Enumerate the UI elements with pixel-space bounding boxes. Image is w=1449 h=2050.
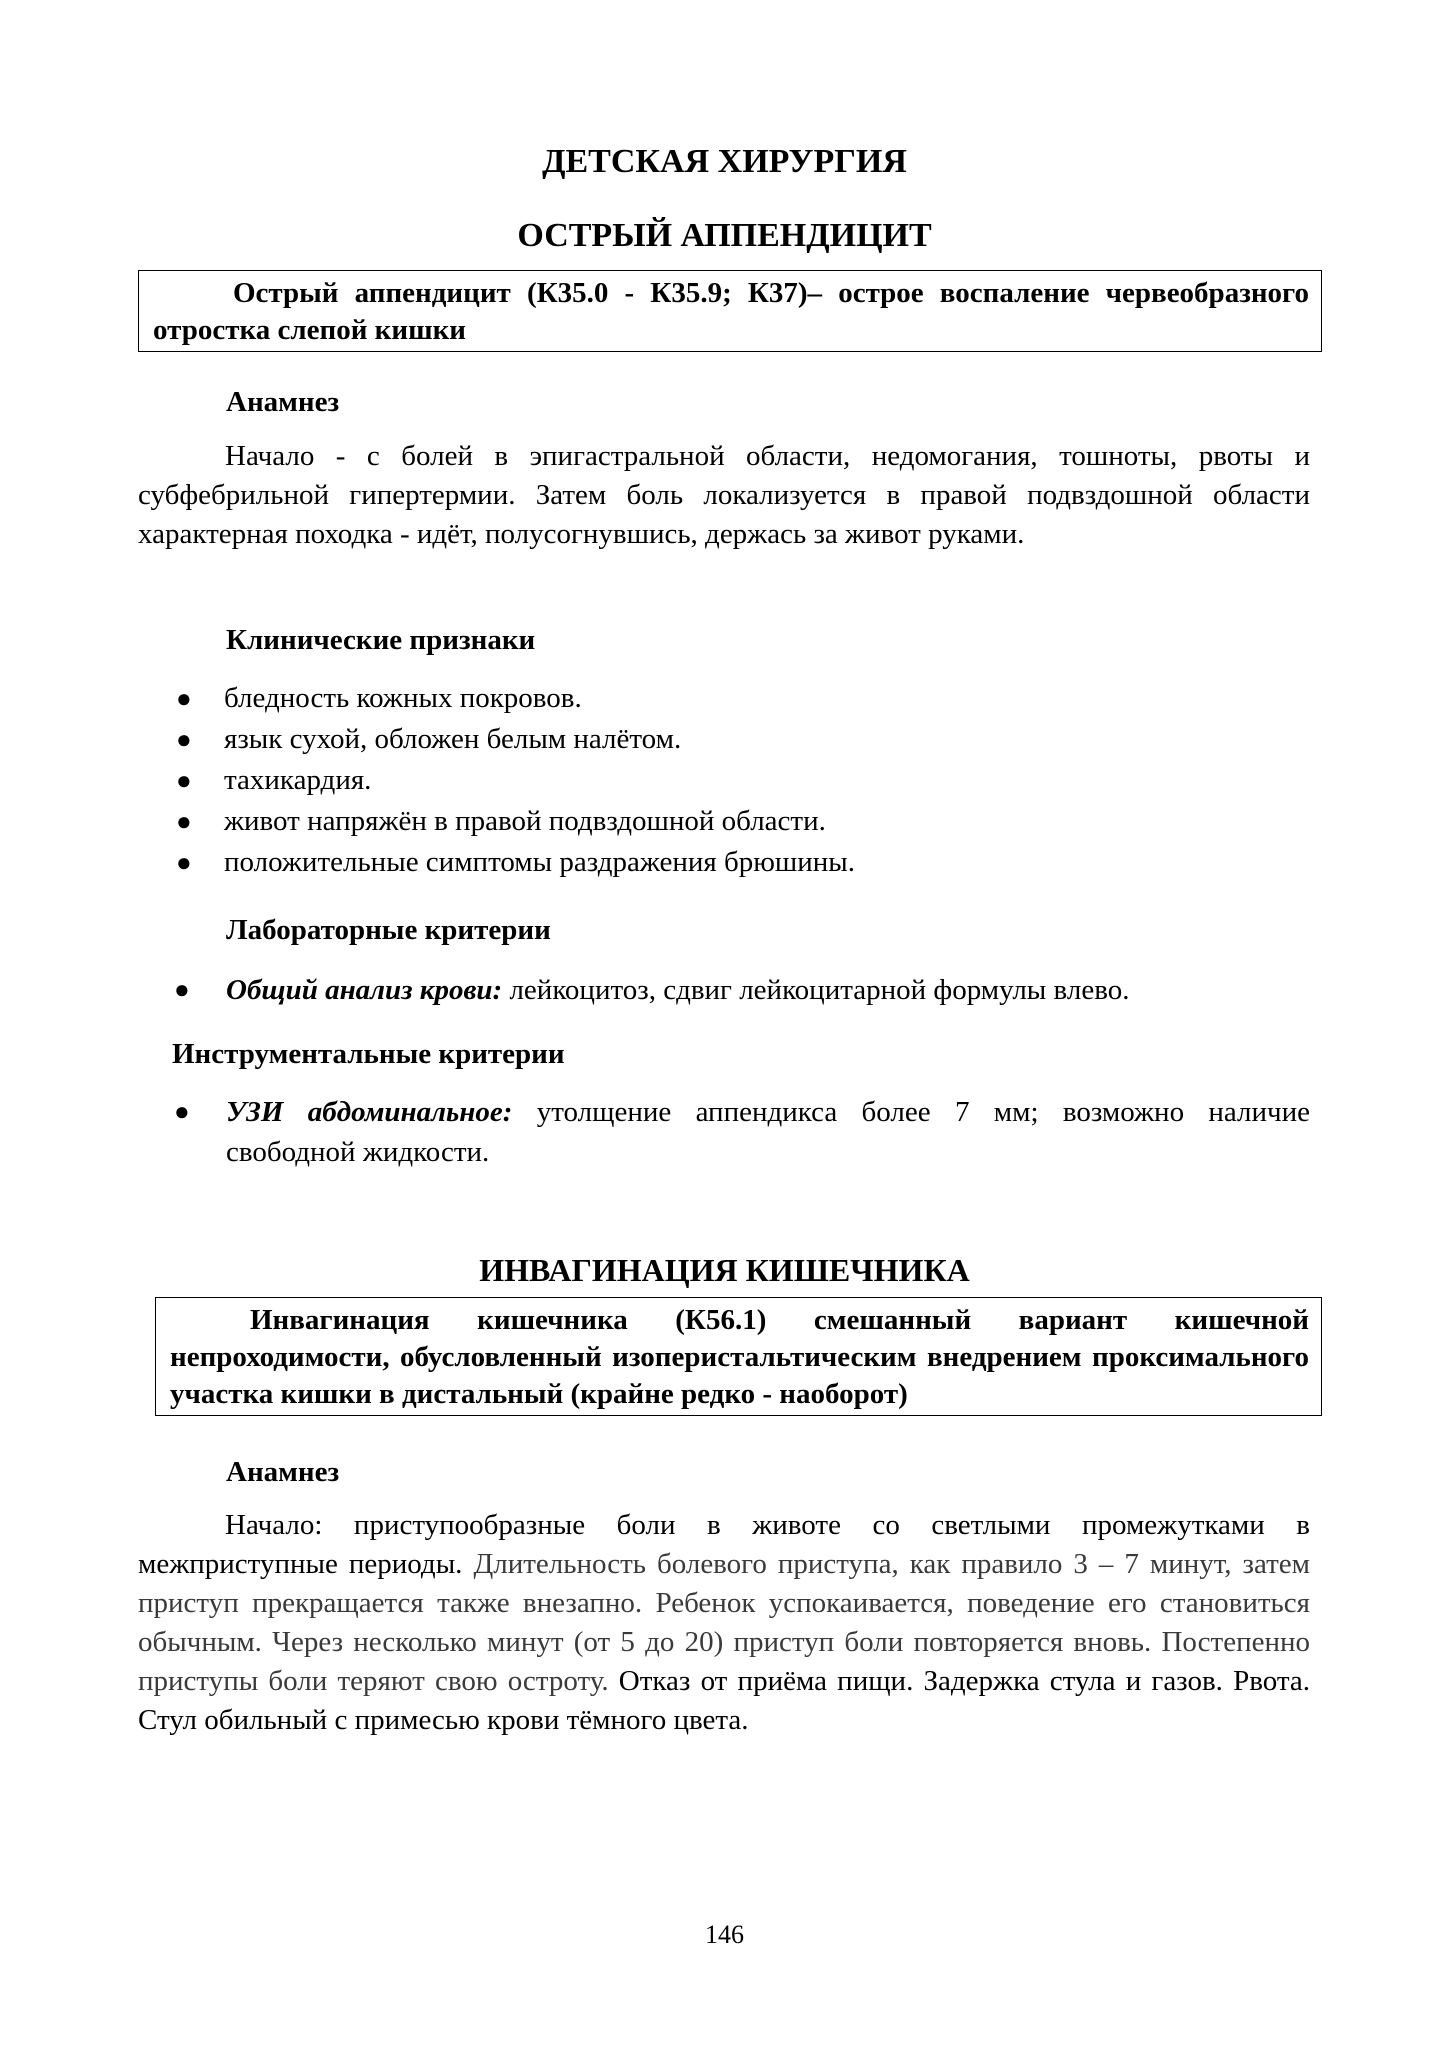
definition-text-appendicitis: Острый аппендицит (К35.0 - К35.9; К37)– острое воспаление червеобразного отростка слепой кишки (153, 277, 1309, 346)
bullet-icon: ● (176, 848, 192, 877)
anamnesis-text-intussusception (138, 1506, 1310, 1740)
clinical-signs-list (172, 678, 1312, 883)
instrumental-criteria-heading: Инструментальные критерии (172, 1038, 565, 1070)
lab-criteria-item (138, 970, 1310, 1010)
section-title-intussusception: ИНВАГИНАЦИЯ КИШЕЧНИКА (479, 1252, 970, 1288)
list-item: ● бледность кожных покровов. (172, 678, 1312, 719)
list-item: ● положительные симптомы раздражения брюшины. (172, 842, 1312, 883)
definition-text-intussusception: Инвагинация кишечника (К56.1) смешанный вариант кишечной непроходимости, обусловленный изоперистальтическим внедрением проксимального участка кишки в дистальный (крайне редко - наоборот) (170, 1304, 1309, 1410)
instrumental-criteria-item (138, 1092, 1310, 1172)
instr-item-text: утолщение аппендикса более 7 мм; возможно наличие свободной жидкости. (226, 1096, 1311, 1168)
lab-item-text: лейкоцитоз, сдвиг лейкоцитарной формулы влево. (502, 974, 1130, 1006)
anamnesis-heading-appendicitis: Анамнез (226, 386, 340, 418)
anamnesis-text-appendicitis: Начало - с болей в эпигастральной области, недомогания, тошноты, рвоты и субфебрильной гипертермии. Затем боль локализуется в правой подвздошной области характерная походка - идёт, полусогнувшись, держась за живот руками. (138, 440, 1310, 550)
page-number: 146 (705, 1920, 744, 1949)
bullet-icon: ● (174, 975, 190, 1004)
bullet-icon: ● (174, 1097, 190, 1126)
definition-box-appendicitis (138, 270, 1322, 352)
bullet-icon: ● (176, 807, 192, 836)
anamnesis-part-3: Отказ от приёма пищи. Задержка стула и газов. Рвота. Стул обильный с примесью крови тёмного цвета. (138, 1665, 1310, 1736)
lab-criteria-heading: Лабораторные критерии (226, 914, 551, 946)
section-title-appendicitis: ОСТРЫЙ АППЕНДИЦИТ (517, 217, 932, 254)
list-item: ● тахикардия. (172, 760, 1312, 801)
anamnesis-part-1: Начало: приступообразные боли в животе со светлыми промежутками в межприступные периоды. (138, 1509, 1310, 1580)
anamnesis-heading-intussusception: Анамнез (226, 1456, 340, 1488)
lab-item-lead: Общий анализ крови: (226, 974, 503, 1006)
instr-item-lead: УЗИ абдоминальное: (226, 1096, 513, 1128)
list-item: ● живот напряжён в правой подвздошной области. (172, 801, 1312, 842)
list-item: ● язык сухой, обложен белым налётом. (172, 719, 1312, 760)
bullet-icon: ● (176, 725, 192, 754)
bullet-icon: ● (176, 684, 192, 713)
anamnesis-part-2: Длительность болевого приступа, как правило 3 – 7 минут, затем приступ прекращается также внезапно. Ребенок успокаивается, поведение его становиться обычным. Через несколько минут (от 5 до 20) приступ боли повторяется вновь. Постепенно приступы боли теряют свою остроту. (138, 1548, 1311, 1697)
bullet-icon: ● (176, 766, 192, 795)
definition-box-intussusception (155, 1297, 1322, 1416)
document-title: ДЕТСКАЯ ХИРУРГИЯ (542, 143, 907, 180)
clinical-signs-heading: Клинические признаки (226, 624, 536, 656)
